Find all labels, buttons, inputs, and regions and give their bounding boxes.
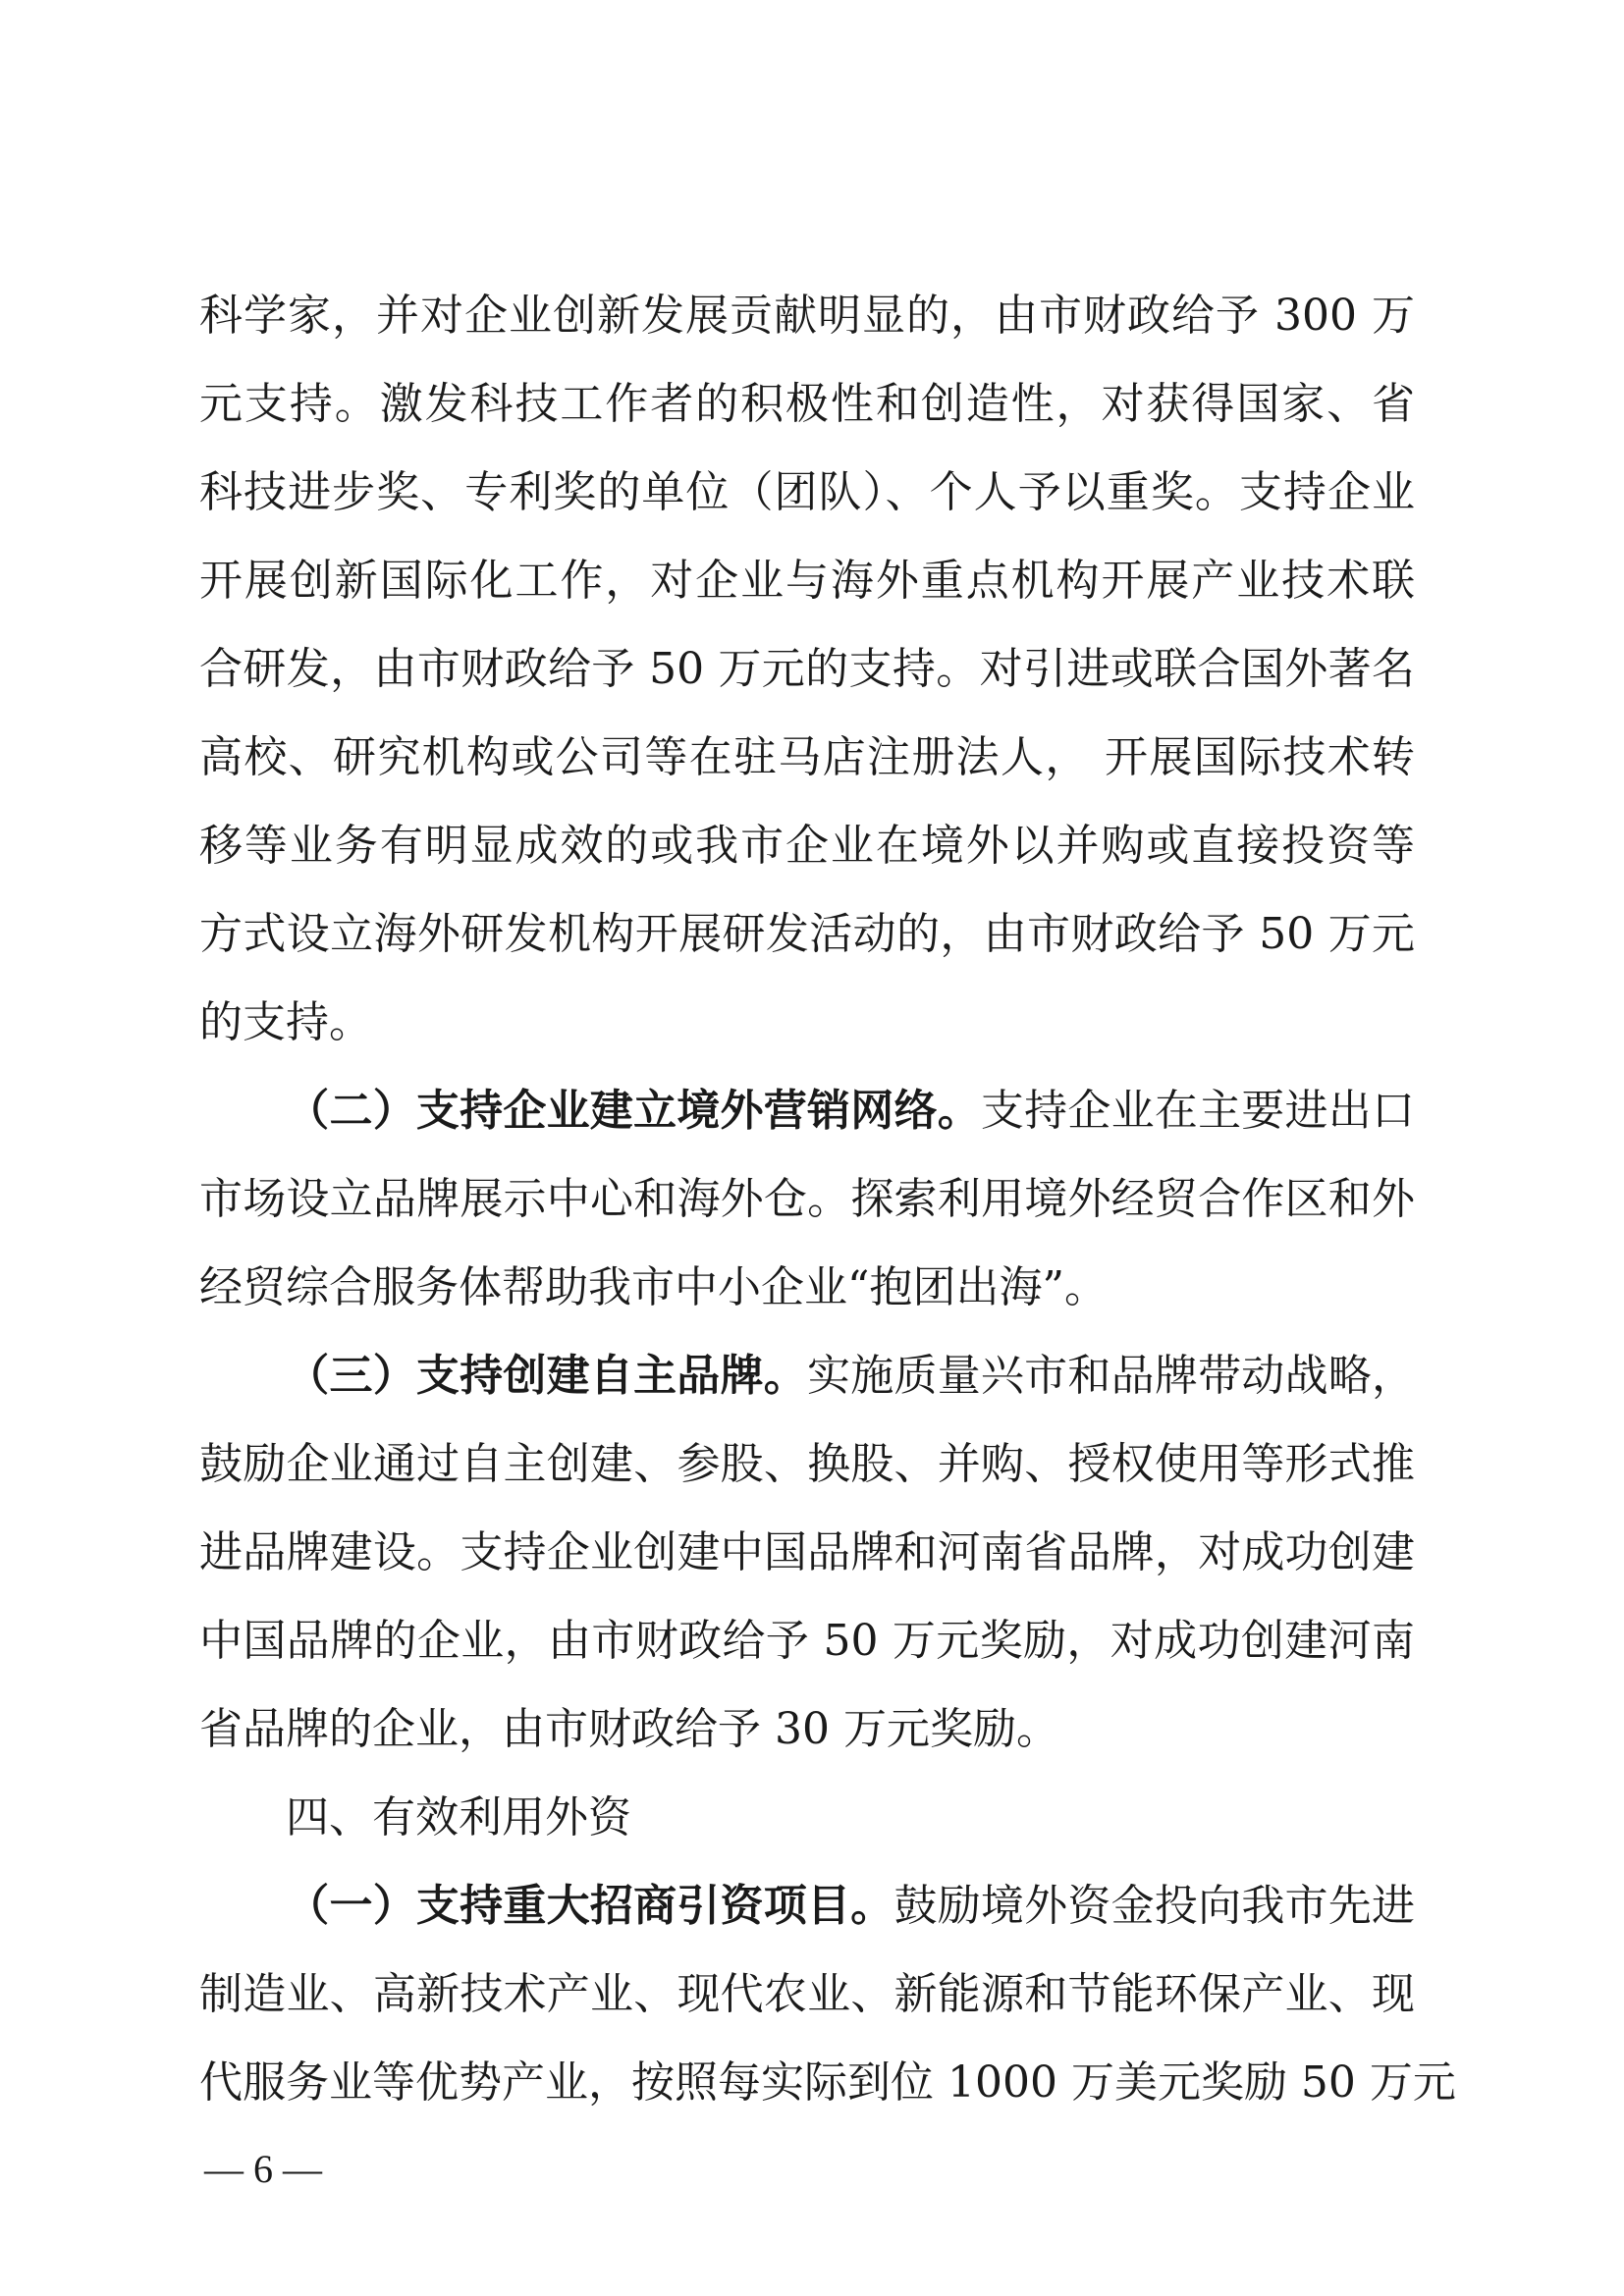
paragraph-4-line-1 xyxy=(199,1877,1415,1936)
paragraph-3-first-rest: 实施质量兴市和品牌带动战略， xyxy=(807,1351,1415,1401)
paragraph-3-line-5: 省品牌的企业，由市财政给予 30 万元奖励。 xyxy=(199,1704,1059,1754)
paragraph-1-line-7: 移等业务有明显成效的或我市企业在境外以并购或直接投资等 xyxy=(199,821,1415,871)
paragraph-3-line-2: 鼓励企业通过自主创建、参股、换股、并购、授权使用等形式推 xyxy=(199,1439,1415,1489)
paragraph-3-line-4: 中国品牌的企业，由市财政给予 50 万元奖励，对成功创建河南 xyxy=(199,1616,1415,1666)
paragraph-2-line-2: 市场设立品牌展示中心和海外仓。探索利用境外经贸合作区和外 xyxy=(199,1174,1415,1224)
paragraph-3-line-1 xyxy=(199,1347,1415,1406)
page-number: — 6 — xyxy=(204,2147,322,2191)
paragraph-1-line-8: 方式设立海外研发机构开展研发活动的，由市财政给予 50 万元 xyxy=(199,909,1415,959)
paragraph-2-line-1 xyxy=(199,1082,1415,1141)
paragraph-2-first-rest: 支持企业在主要进出口 xyxy=(980,1086,1415,1136)
paragraph-4-first-rest: 鼓励境外资金投向我市先进 xyxy=(893,1881,1416,1931)
paragraph-1-line-5: 合研发，由市财政给予 50 万元的支持。对引进或联合国外著名 xyxy=(199,644,1415,694)
paragraph-1-line-2: 元支持。激发科技工作者的积极性和创造性，对获得国家、省 xyxy=(199,379,1415,429)
paragraph-4-bold-lead: （一）支持重大招商引资项目。 xyxy=(286,1881,894,1931)
paragraph-4-line-2: 制造业、高新技术产业、现代农业、新能源和节能环保产业、现 xyxy=(199,1969,1415,2019)
paragraph-1-line-4: 开展创新国际化工作，对企业与海外重点机构开展产业技术联 xyxy=(199,556,1415,606)
paragraph-1-line-9: 的支持。 xyxy=(199,997,372,1047)
paragraph-4-line-3: 代服务业等优势产业，按照每实际到位 1000 万美元奖励 50 万元 xyxy=(199,2057,1456,2108)
paragraph-1-line-6: 高校、研究机构或公司等在驻马店注册法人， 开展国际技术转 xyxy=(199,732,1415,782)
paragraph-1-line-1: 科学家，并对企业创新发展贡献明显的，由市财政给予 300 万 xyxy=(199,291,1415,341)
paragraph-2-bold-lead: （二）支持企业建立境外营销网络。 xyxy=(286,1086,981,1136)
section-heading: 四、有效利用外资 xyxy=(286,1792,631,1842)
paragraph-2-line-3: 经贸综合服务体帮助我市中小企业“抱团出海”。 xyxy=(199,1262,1108,1312)
paragraph-1-line-3: 科技进步奖、专利奖的单位（团队）、个人予以重奖。支持企业 xyxy=(199,467,1415,517)
paragraph-3-line-3: 进品牌建设。支持企业创建中国品牌和河南省品牌，对成功创建 xyxy=(199,1527,1415,1577)
paragraph-3-bold-lead: （三）支持创建自主品牌。 xyxy=(286,1351,807,1401)
